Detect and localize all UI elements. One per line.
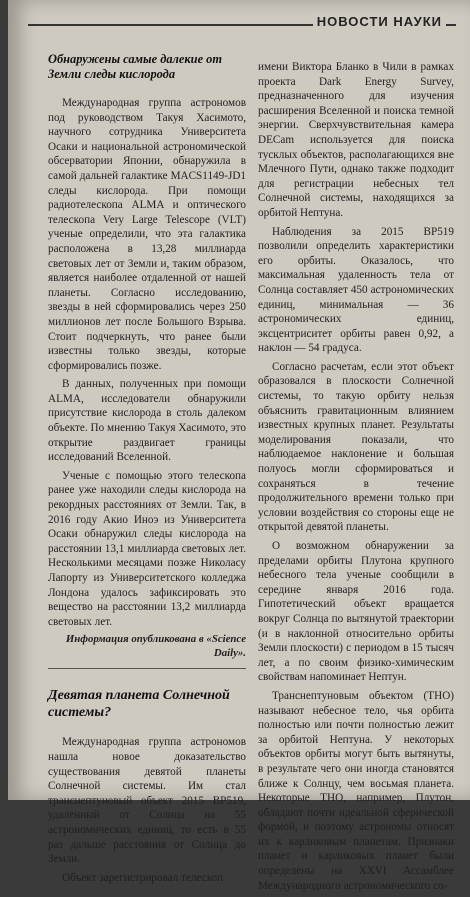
article2-paragraph: имени Виктора Бланко в Чили в рамках проекта Dark Energy Survey, предназначенного для изучения расширения Вселенной и поиска темной энергии. Сверхчувствительная камера DECam используется для поиска тусклых объектов, располагающихся вне Млечного Пути, однако также подходит для регистрации небесных тел Солнечной системы, находящихся за орбитой Нептуна. [258, 61, 454, 219]
section-header: НОВОСТИ НАУКИ [313, 14, 446, 29]
article2-paragraph: О возможном обнаружении за пределами орбиты Плутона крупного небесного тела ученые сообщили в середине января 2016 года. Гипотетический объект вращается вокруг Солнца по вытянутой траектории (и в наклонной относительно орбиты Земли плоскости) с периодом в 15 тысяч лет, а по своим физико-химическим свойствам напоминает Нептун. [258, 540, 454, 684]
article2-paragraph: Согласно расчетам, если этот объект образовался в плоскости Солнечной системы, то такую орбиту нельзя объяснить гравитационным влиянием известных крупных планет. Результаты моделирования показали, что наблюдаемое наклонение и большая полуось могли сформироваться и сохраняться в течение продолжительного времени только при условии воздействия со стороны еще не открытой девятой планеты. [258, 360, 454, 534]
left-column [48, 52, 246, 889]
article1-paragraph: Международная группа астрономов под руководством Такуя Хасимото, научного сотрудника Университета Осаки и национальной астрономической обсерватории Японии, обнаружила в самой дальней галактике MACS1149-JD1 следы кислорода. При помощи радиотелескопа ALMA и оптического телескопа Very Large Telescope (VLT) ученые определили, что эта галактика расположена в 13,28 миллиарда световых лет от Земли и, таким образом, является наиболее отдаленной от нашей планеты. Согласно исследованию, звезды в ней сформировались через 250 миллионов лет после Большого Взрыва. Стоит подчеркнуть, что ранее были известны только звезды, которые сформировались позже. [48, 97, 246, 372]
article1-credit: Информация опубликована в «Science Daily». [65, 633, 246, 659]
article1-paragraph: В данных, полученных при помощи ALMA, исследователи обнаружили присутствие кислорода в столь далеком объекте. По мнению Такуя Хасимото, это открытие раздвигает границы исследований Вселенной. [48, 378, 246, 464]
right-column [258, 60, 454, 897]
magazine-page [8, 0, 470, 892]
article-divider [48, 668, 246, 669]
article2-paragraph: Международная группа астрономов нашла новое доказательство существования девятой планеты Солнечной системы. Им стал транснептуновый объект 2015 BP519, удаленный от Солнца на 55 астрономических единиц, то есть в 55 раз дальше расстояния от Солнца до Земли. [48, 736, 246, 866]
article2-title: Девятая планета Солнечной системы? [48, 688, 230, 721]
article1-paragraph: Ученые с помощью этого телескопа ранее уже находили следы кислорода на рекордных расстояниях от Земли. Так, в 2016 году Акио Иноэ из Университета Осаки обнаружил следы кислорода на расстоянии 13,1 миллиарда световых лет. Несколькими месяцами позже Николасу Лапорту из Университетского колледжа Лондона удалось зафиксировать это вещество на расстоянии 13,2 миллиарда световых лет. [48, 469, 246, 628]
article2-paragraph: Объект зарегистрировал телескоп [62, 871, 224, 884]
article2-paragraph: Транснептуновым объектом (ТНО) называют небесное тело, чья орбита полностью или почти полностью лежит за орбитой Нептуна. У некоторых объектов орбиты могут быть вытянуты, в результате чего они иногда становятся ближе к Солнцу, чем восьмая планета. Некоторые ТНО, например, Плутон, обладают почти идеальной сферической формой, и поэтому астрономы относят их к карликовым планетам. Признаки планет и карликовых планет были определены на XXVI Ассамблее Международного астрономического со- [258, 689, 454, 892]
article2-paragraph: Наблюдения за 2015 BP519 позволили определить характеристики его орбиты. Оказалось, что максимальная удаленность тела от Солнца составляет 450 астрономических единиц, минимальная — 36 астрономических единиц, эксцентриситет орбиты равен 0,92, а наклон — 54 градуса. [258, 225, 454, 355]
article1-title: Обнаружены самые далекие от Земли следы кислорода [48, 52, 222, 81]
